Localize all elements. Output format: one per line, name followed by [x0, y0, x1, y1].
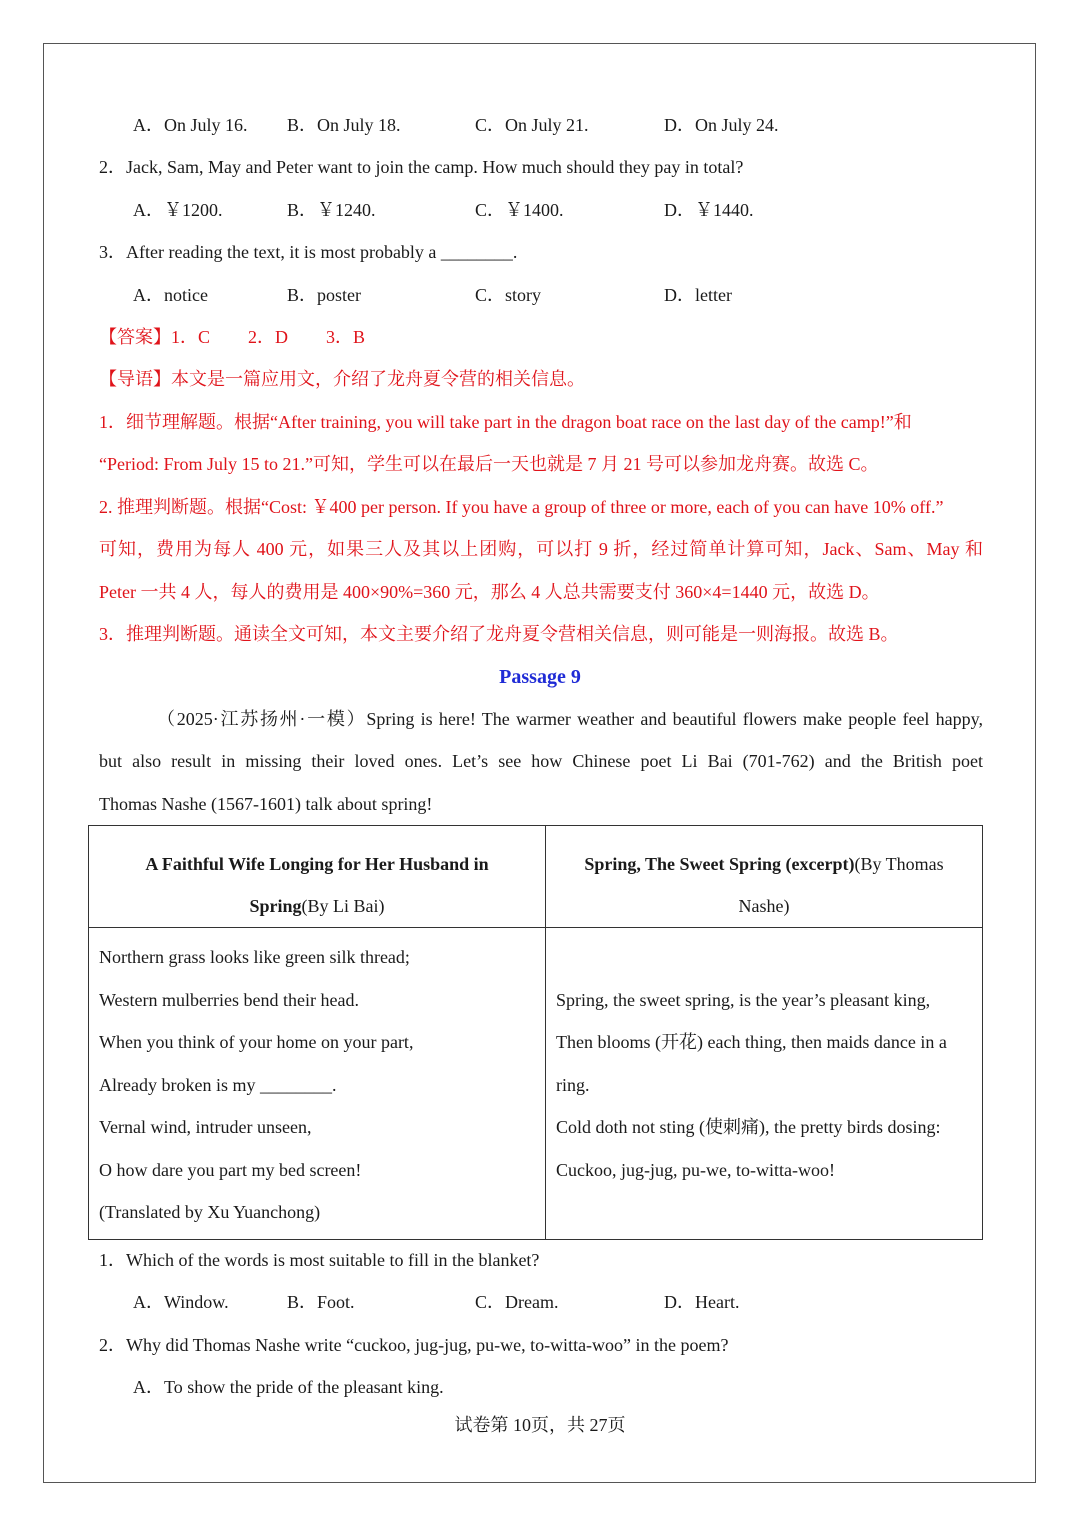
option-a[interactable]: A．Window.: [133, 1292, 229, 1312]
passage-intro-line: Thomas Nashe (1567-1601) talk about spring!: [99, 794, 433, 814]
option-a[interactable]: A．To show the pride of the pleasant king.: [133, 1377, 444, 1397]
option-a[interactable]: A．On July 16.: [133, 115, 248, 135]
explanation-line: 3．推理判断题。通读全文可知，本文主要介绍了龙舟夏令营相关信息，则可能是一则海报。故选 B。: [99, 624, 899, 644]
right-header-cell: [546, 826, 983, 928]
option-d[interactable]: D．On July 24.: [664, 115, 779, 135]
explanation-line: 可知，费用为每人 400 元，如果三人及其以上团购，可以打 9 折，经过简单计算可知，Jack、Sam、May 和: [99, 539, 983, 559]
explanation-line: 1．细节理解题。根据“After training, you will take part in the dragon boat race on the last day of the camp!”和: [99, 412, 912, 432]
question-stem: 2．Why did Thomas Nashe write “cuckoo, jug-jug, pu-we, to-witta-woo” in the poem?: [99, 1335, 729, 1355]
passage-intro-line: but also result in missing their loved ones. Let’s see how Chinese poet Li Bai (701-762) and the British poet: [99, 751, 983, 771]
option-c[interactable]: C．￥1400.: [475, 200, 564, 220]
poem-line: Northern grass looks like green silk thread;: [99, 947, 410, 967]
left-header-author: (By Li Bai): [301, 896, 385, 916]
poem-line: Vernal wind, intruder unseen,: [99, 1117, 312, 1137]
option-b[interactable]: B．Foot.: [287, 1292, 355, 1312]
option-d[interactable]: D．letter: [664, 285, 732, 305]
guide-text: 【导语】本文是一篇应用文，介绍了龙舟夏令营的相关信息。: [99, 369, 585, 389]
option-a[interactable]: A．￥1200.: [133, 200, 223, 220]
explanation-line: 2. 推理判断题。根据“Cost: ￥400 per person. If you have a group of three or more, each of you can have 10% off.”: [99, 497, 944, 517]
right-header-author-2: Nashe): [738, 896, 790, 916]
poem-line: When you think of your home on your part,: [99, 1032, 414, 1052]
option-a[interactable]: A．notice: [133, 285, 208, 305]
poem-line: Then blooms (开花) each thing, then maids dance in a: [556, 1032, 947, 1052]
poem-line: Western mulberries bend their head.: [99, 989, 359, 1010]
explanation-line: Peter 一共 4 人，每人的费用是 400×90%=360 元，那么 4 人总共需要支付 360×4=1440 元，故选 D。: [99, 582, 880, 602]
option-b[interactable]: B．On July 18.: [287, 115, 401, 135]
poem-line: Cuckoo, jug-jug, pu-we, to-witta-woo!: [556, 1159, 835, 1180]
poems-table: [88, 825, 983, 1240]
option-c[interactable]: C．Dream.: [475, 1292, 559, 1312]
poem-line: [546, 936, 982, 979]
left-header-cell: [89, 826, 546, 928]
left-header-title-2: Spring: [249, 896, 302, 916]
page-footer: 试卷第 10页，共 27页: [454, 1415, 626, 1435]
passage-title: Passage 9: [499, 666, 581, 688]
poem-line: O how dare you part my bed screen!: [99, 1159, 362, 1180]
option-d[interactable]: D．￥1440.: [664, 200, 754, 220]
answer-1: 1．C: [171, 327, 211, 347]
question-stem: 3．After reading the text, it is most probably a ________.: [99, 242, 518, 262]
option-c[interactable]: C．On July 21.: [475, 115, 589, 135]
poem-line: Spring, the sweet spring, is the year’s pleasant king,: [556, 989, 931, 1010]
question-stem: 1．Which of the words is most suitable to fill in the blanket?: [99, 1250, 540, 1270]
poem-line: (Translated by Xu Yuanchong): [99, 1202, 321, 1222]
option-d[interactable]: D．Heart.: [664, 1292, 740, 1312]
explanation-line: “Period: From July 15 to 21.”可知，学生可以在最后一天也就是 7 月 21 号可以参加龙舟赛。故选 C。: [99, 454, 879, 474]
answer-2: 2．D: [248, 327, 289, 347]
poem-line: Cold doth not sting (使刺痛), the pretty birds dosing:: [556, 1117, 941, 1137]
question-stem: 2．Jack, Sam, May and Peter want to join the camp. How much should they pay in total?: [99, 157, 744, 177]
left-header-title: A Faithful Wife Longing for Her Husband in: [145, 854, 489, 874]
right-poem-cell: [546, 928, 983, 1240]
option-c[interactable]: C．story: [475, 285, 542, 305]
option-b[interactable]: B．poster: [287, 285, 362, 305]
answer-3: 3．B: [326, 327, 366, 347]
poem-line: ring.: [556, 1074, 590, 1095]
answer-line: [99, 326, 365, 348]
answer-label: 【答案】: [99, 327, 171, 347]
left-poem-cell: [89, 928, 546, 1240]
option-b[interactable]: B．￥1240.: [287, 200, 376, 220]
passage-intro-line: （2025·江苏扬州·一模）Spring is here! The warmer weather and beautiful flowers make people feel happy,: [157, 709, 983, 729]
right-header-title: Spring, The Sweet Spring (excerpt): [584, 854, 855, 874]
right-header-author: (By Thomas: [854, 854, 944, 874]
poem-line: Already broken is my ________.: [99, 1074, 337, 1095]
